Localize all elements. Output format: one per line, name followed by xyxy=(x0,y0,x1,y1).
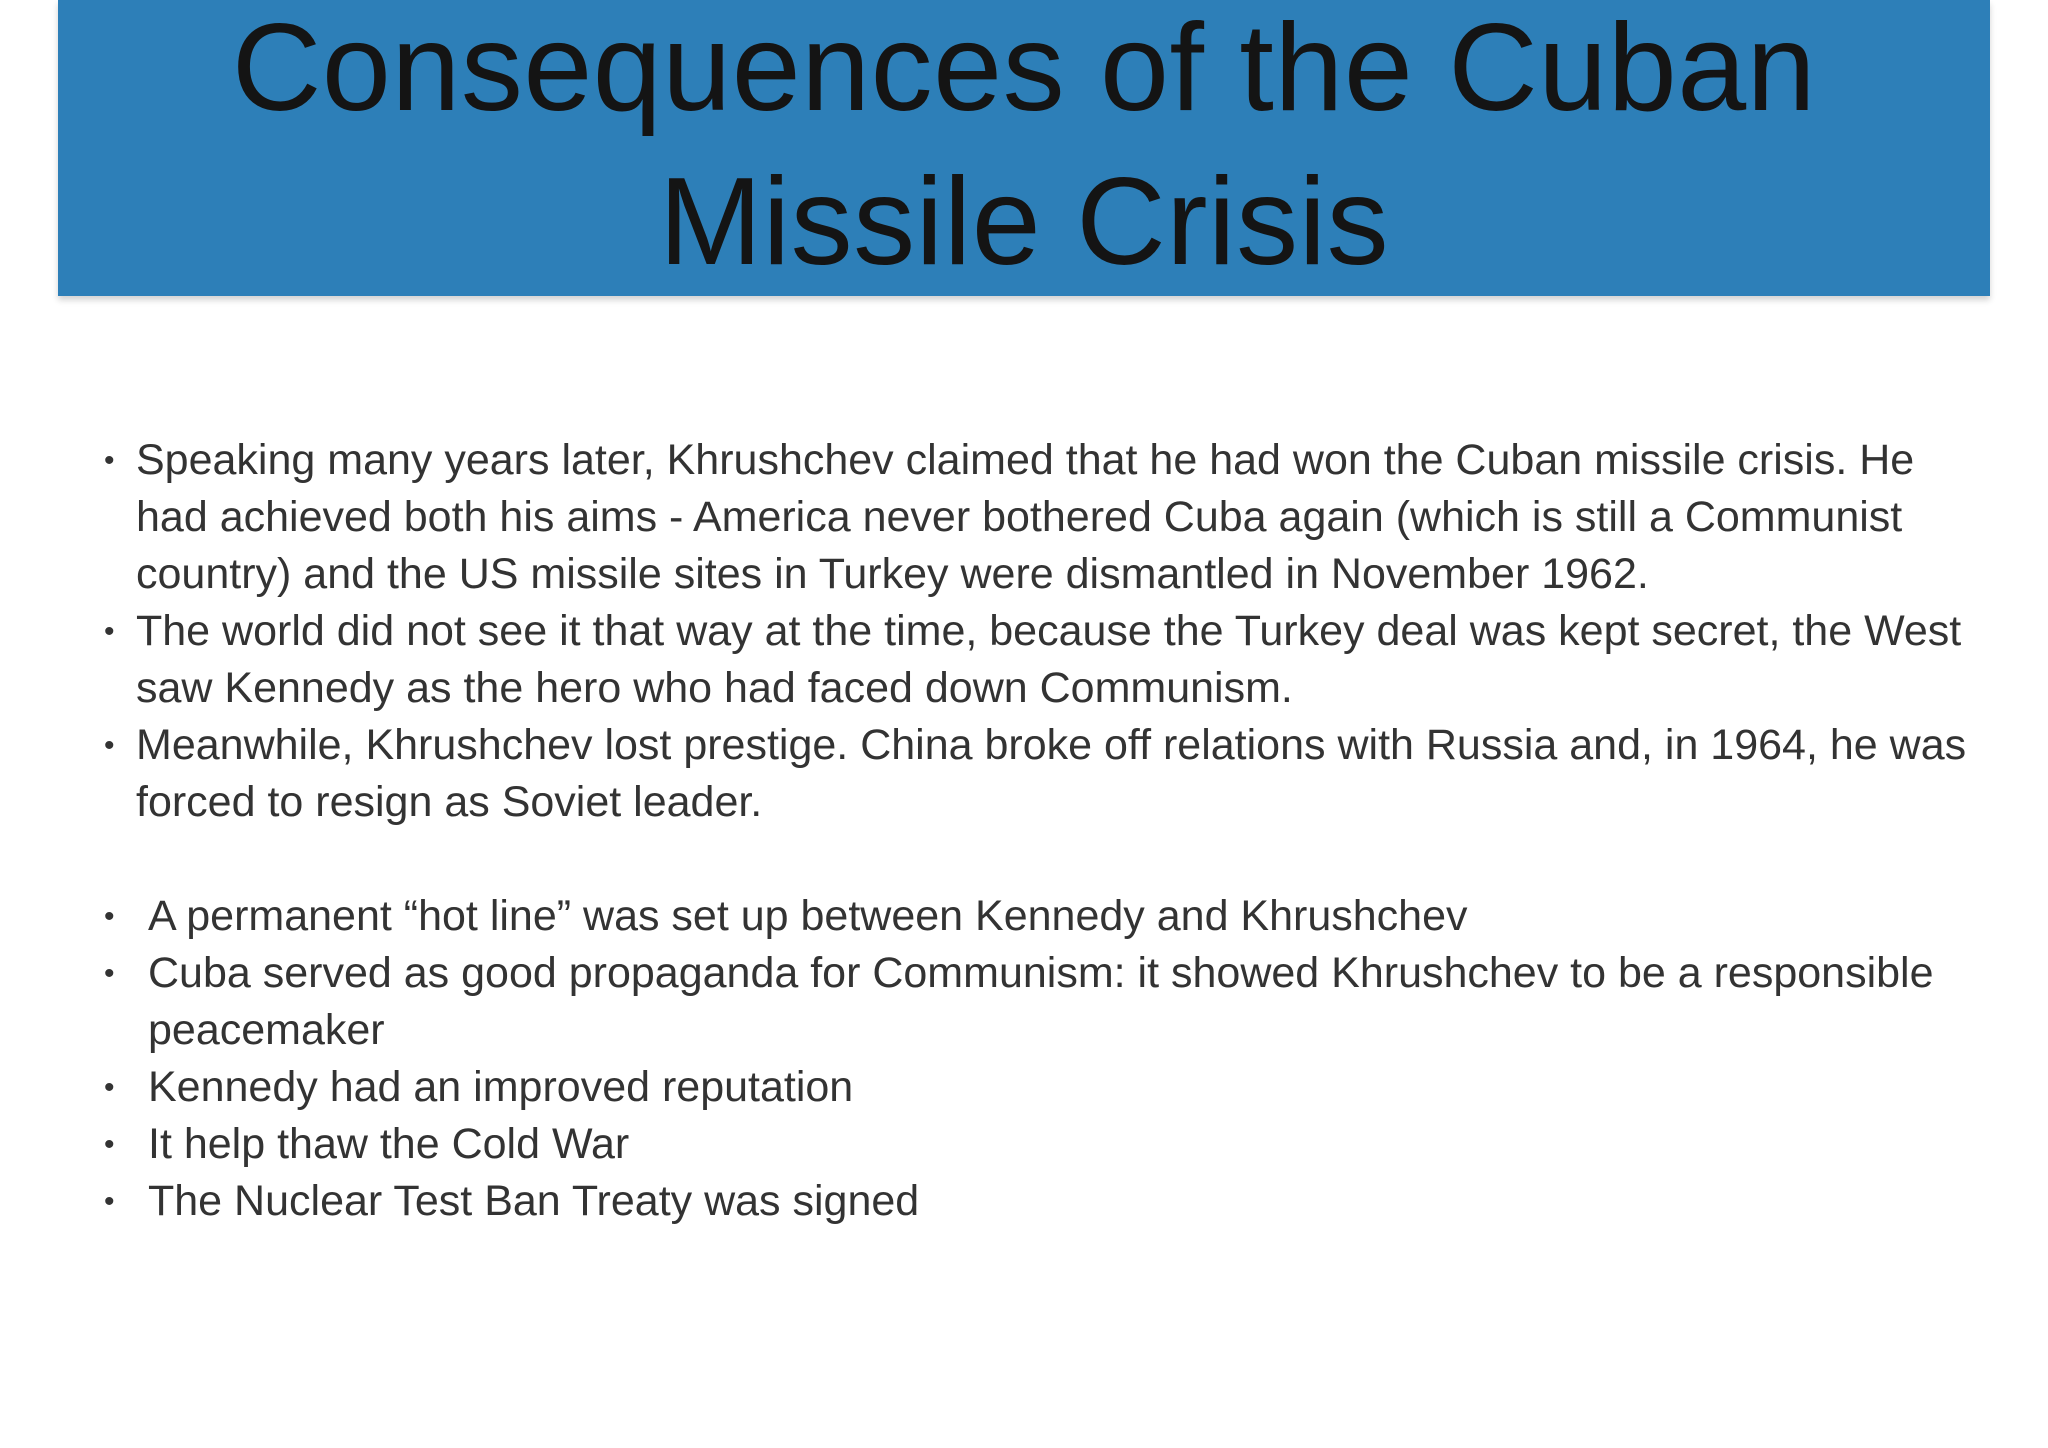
bullet-marker: • xyxy=(104,1128,115,1161)
bullet-list xyxy=(100,432,1980,1230)
slide-title-line-1: Consequences of the Cuban xyxy=(231,0,1817,137)
bullet-item xyxy=(100,432,1980,603)
bullet-text: Speaking many years later, Khrushchev claimed that he had won the Cuban missile crisis. He had achieved both his aims - America never bothered Cuba again (which is still a Communist country) and the US missile sites in Turkey were dismantled in November 1962. xyxy=(136,436,1915,598)
bullet-marker: • xyxy=(104,1071,115,1104)
bullet-item xyxy=(100,717,1980,831)
bullet-marker: • xyxy=(104,615,115,648)
bullet-marker: • xyxy=(104,1185,115,1218)
bullet-marker: • xyxy=(104,900,115,933)
bullet-item xyxy=(100,888,1980,945)
bullet-text: A permanent “hot line” was set up between Kennedy and Khrushchev xyxy=(148,892,1468,940)
bullet-text: Kennedy had an improved reputation xyxy=(148,1063,854,1111)
bullet-text: Cuba served as good propaganda for Communism: it showed Khrushchev to be a responsible peacemaker xyxy=(148,949,1934,1054)
bullet-marker: • xyxy=(104,957,115,990)
title-banner xyxy=(58,0,1990,296)
bullet-text: The world did not see it that way at the time, because the Turkey deal was kept secret, the West saw Kennedy as the hero who had faced down Communism. xyxy=(136,607,1962,712)
bullet-group-khrushchev xyxy=(100,432,1980,831)
list-spacer xyxy=(100,831,1980,888)
bullet-text: Meanwhile, Khrushchev lost prestige. China broke off relations with Russia and, in 1964, he was forced to resign as Soviet leader. xyxy=(136,721,1967,826)
bullet-item xyxy=(100,603,1980,717)
bullet-group-outcomes xyxy=(100,888,1980,1230)
bullet-text: It help thaw the Cold War xyxy=(148,1120,630,1168)
bullet-item xyxy=(100,1173,1980,1230)
bullet-marker: • xyxy=(104,444,115,477)
bullet-marker: • xyxy=(104,729,115,762)
slide-title-line-2: Missile Crisis xyxy=(658,153,1390,291)
bullet-item xyxy=(100,945,1980,1059)
bullet-item xyxy=(100,1059,1980,1116)
bullet-item xyxy=(100,1116,1980,1173)
bullet-text: The Nuclear Test Ban Treaty was signed xyxy=(148,1177,920,1225)
